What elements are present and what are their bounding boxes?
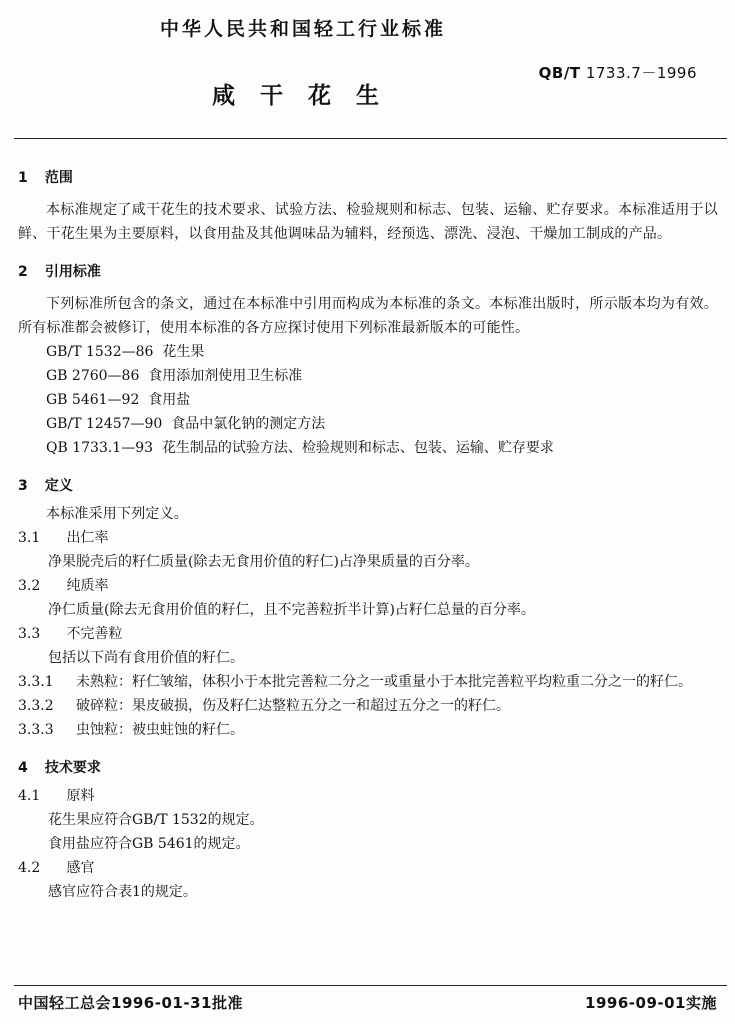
subclause-item (18, 694, 718, 718)
approval-date: 中国轻工总会1996-01-31批准 (18, 994, 243, 1012)
requirement-item (18, 784, 718, 808)
standard-code (539, 62, 697, 83)
definition-text: 净果脱壳后的籽仁质量(除去无食用价值的籽仁)占净果质量的百分率。 (48, 554, 479, 570)
standard-code-number: 1733.7－1996 (585, 64, 697, 82)
definition-term: 出仁率 (66, 530, 109, 546)
section-number: 4 (18, 760, 28, 776)
footer-divider (14, 985, 727, 986)
effective-date: 1996-09-01实施 (585, 994, 717, 1012)
references-paragraph: 下列标准所包含的条文，通过在本标准中引用而构成为本标准的条文。本标准出版时，所示版本均为有效。所有标准都会被修订，使用本标准的各方应探讨使用下列标准最新版本的可能性。 (18, 296, 718, 336)
reference-name: 食品中氯化钠的测定方法 (171, 416, 326, 432)
section-number: 1 (18, 170, 28, 186)
reference-code: GB/T 12457—90 (46, 416, 163, 432)
subclause-item (18, 670, 718, 694)
definition-item (18, 574, 718, 598)
clause-number: 3.3.2 (18, 698, 54, 714)
definition-item (18, 622, 718, 646)
clause-number: 3.1 (18, 530, 41, 546)
section-title: 技术要求 (44, 760, 101, 776)
subclause-text: 未熟粒：籽仁皱缩，体积小于本批完善粒二分之一或重量小于本批完善粒平均粒重二分之一的籽仁。 (76, 674, 692, 690)
requirement-term: 感官 (66, 860, 95, 876)
reference-code: QB 1733.1—93 (46, 440, 154, 456)
document-title: 咸干花生 (212, 83, 404, 109)
section-title: 范围 (44, 170, 73, 186)
requirement-item (18, 856, 718, 880)
definition-text: 净仁质量(除去无食用价值的籽仁，且不完善粒折半计算)占籽仁总量的百分率。 (48, 602, 535, 618)
subclause-item (18, 718, 718, 742)
issuing-organization: 中华人民共和国轻工行业标准 (160, 18, 447, 40)
clause-number: 3.3.1 (18, 674, 54, 690)
section-title: 引用标准 (44, 264, 101, 280)
reference-code: GB/T 1532—86 (46, 344, 154, 360)
reference-item (18, 364, 718, 388)
clause-number: 4.1 (18, 788, 41, 804)
reference-code: GB 2760—86 (46, 368, 140, 384)
section-heading-technical-requirements (18, 756, 718, 780)
section-title: 定义 (44, 478, 73, 494)
definition-term: 纯质率 (66, 578, 109, 594)
scope-paragraph: 本标准规定了咸干花生的技术要求、试验方法、检验规则和标志、包装、运输、贮存要求。本标准适用于以鲜、干花生果为主要原料，以食用盐及其他调味品为辅料，经预选、漂洗、浸泡、干燥加工制成的产品。 (18, 202, 718, 242)
reference-name: 花生果 (162, 344, 205, 360)
section-heading-definitions (18, 474, 718, 498)
reference-item (18, 388, 718, 412)
reference-item (18, 412, 718, 436)
reference-name: 花生制品的试验方法、检验规则和标志、包装、运输、贮存要求 (161, 440, 554, 456)
standard-code-prefix: QB/T (538, 64, 581, 82)
document-body (18, 166, 718, 904)
section-heading-references (18, 260, 718, 284)
requirement-text: 感官应符合表1的规定。 (48, 884, 197, 900)
clause-number: 4.2 (18, 860, 41, 876)
reference-name: 食用盐 (148, 392, 191, 408)
definition-term: 不完善粒 (66, 626, 123, 642)
reference-item (18, 436, 718, 460)
reference-name: 食用添加剂使用卫生标准 (148, 368, 303, 384)
header-divider (14, 138, 727, 139)
requirement-text: 花生果应符合GB/T 1532的规定。 (48, 812, 264, 828)
reference-item (18, 340, 718, 364)
reference-code: GB 5461—92 (46, 392, 140, 408)
definitions-intro: 本标准采用下列定义。 (46, 506, 188, 522)
section-number: 3 (18, 478, 28, 494)
subclause-text: 虫蚀粒：被虫蛀蚀的籽仁。 (76, 722, 244, 738)
section-heading-scope (18, 166, 718, 190)
clause-number: 3.3 (18, 626, 41, 642)
requirement-term: 原料 (66, 788, 95, 804)
definition-text: 包括以下尚有食用价值的籽仁。 (48, 650, 244, 666)
requirement-text: 食用盐应符合GB 5461的规定。 (48, 836, 250, 852)
clause-number: 3.2 (18, 578, 41, 594)
subclause-text: 破碎粒：果皮破损，伤及籽仁达整粒五分之一和超过五分之一的籽仁。 (76, 698, 510, 714)
definition-item (18, 526, 718, 550)
section-number: 2 (18, 264, 28, 280)
clause-number: 3.3.3 (18, 722, 54, 738)
